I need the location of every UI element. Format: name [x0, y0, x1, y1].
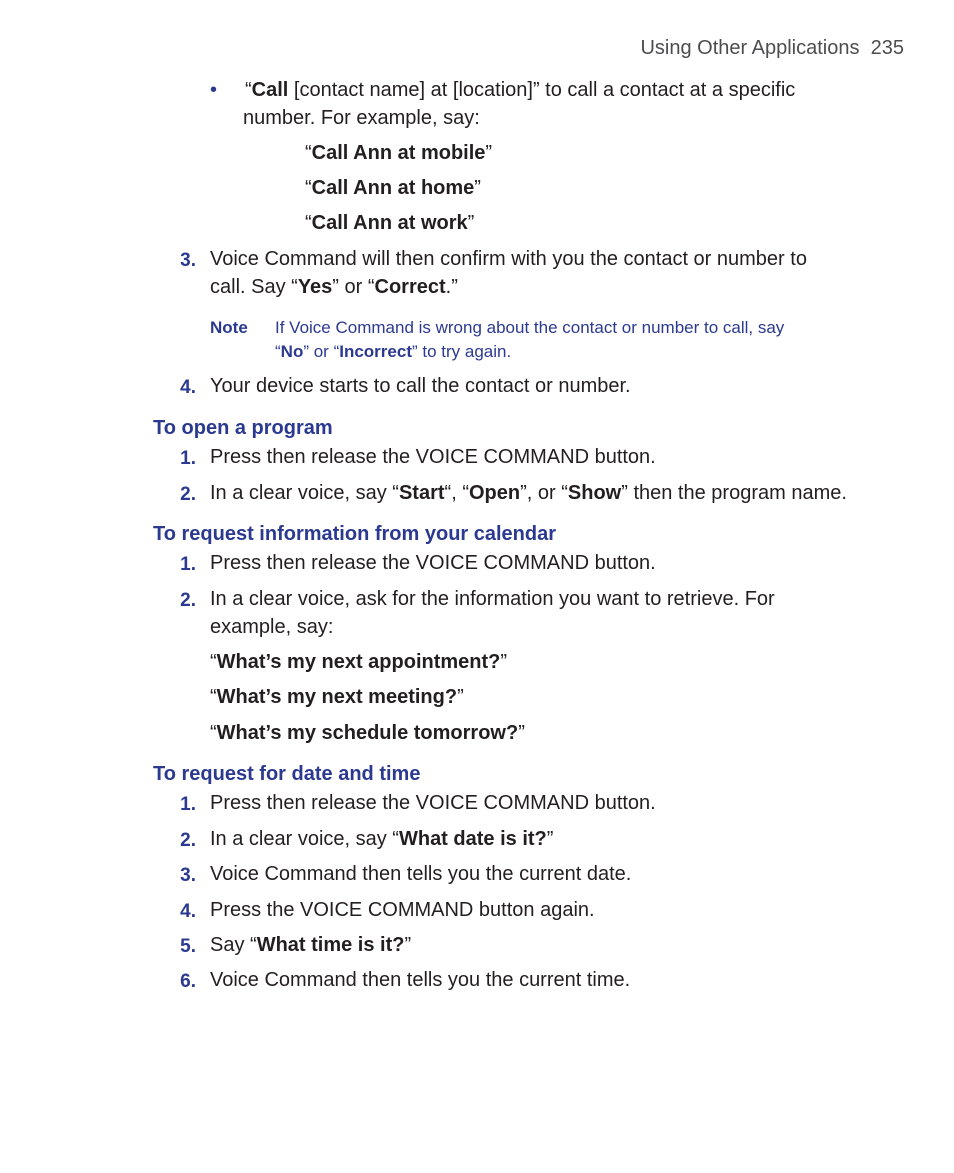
example-phrase: “Call Ann at home” [305, 177, 481, 199]
example-phrase: “Call Ann at mobile” [305, 142, 493, 164]
section-heading-open-program: To open a program [153, 417, 333, 439]
step-text: Press then release the VOICE COMMAND button. [210, 792, 656, 814]
step-text: Press the VOICE COMMAND button again. [210, 899, 595, 921]
example-phrase: “What’s my schedule tomorrow?” [210, 722, 525, 744]
step-number: 2. [180, 590, 196, 611]
bullet-call-line2: number. For example, say: [243, 107, 480, 129]
step-text: In a clear voice, say “Start“, “Open”, or “Show” then the program name. [210, 482, 847, 504]
page-number: 235 [870, 37, 904, 59]
call-keyword: Call [251, 79, 289, 101]
note-label: Note [210, 318, 248, 337]
step-text: In a clear voice, say “What date is it?” [210, 828, 554, 850]
bullet-marker: • [210, 79, 218, 101]
step-number: 6. [180, 971, 196, 992]
step-text: example, say: [210, 616, 334, 638]
step-number: 4. [180, 901, 196, 922]
step-text: Voice Command then tells you the current time. [210, 969, 631, 991]
step-number: 3. [180, 865, 196, 886]
running-header [640, 37, 904, 60]
bullet-call-line1: “Call [contact name] at [location]” to call a contact at a specific [245, 79, 796, 101]
step-text: Say “What time is it?” [210, 934, 412, 956]
section-heading-date-time: To request for date and time [153, 763, 421, 785]
step-number: 1. [180, 794, 196, 815]
header-section: Using Other Applications [640, 37, 860, 59]
step-number: 1. [180, 554, 196, 575]
step3-line2: call. Say “Yes” or “Correct.” [210, 276, 458, 298]
step-number: 2. [180, 484, 196, 505]
step-text: In a clear voice, ask for the information you want to retrieve. For [210, 588, 775, 610]
section-heading-calendar: To request information from your calendar [153, 523, 557, 545]
step4-text: Your device starts to call the contact or number. [210, 375, 631, 397]
step-number: 4. [180, 377, 196, 398]
step-number: 2. [180, 830, 196, 851]
step-text: Voice Command then tells you the current date. [210, 863, 632, 885]
step-number: 1. [180, 448, 196, 469]
example-phrase: “What’s my next meeting?” [210, 686, 464, 708]
note-line2: “No” or “Incorrect” to try again. [275, 342, 512, 361]
step-text: Press then release the VOICE COMMAND button. [210, 552, 656, 574]
example-phrase: “Call Ann at work” [305, 212, 475, 234]
example-phrase: “What’s my next appointment?” [210, 651, 508, 673]
step-text: Press then release the VOICE COMMAND button. [210, 446, 656, 468]
step3-line1: Voice Command will then confirm with you the contact or number to [210, 248, 807, 270]
step-number: 5. [180, 936, 196, 957]
step-number: 3. [180, 250, 196, 271]
note-line1: If Voice Command is wrong about the contact or number to call, say [275, 318, 785, 337]
